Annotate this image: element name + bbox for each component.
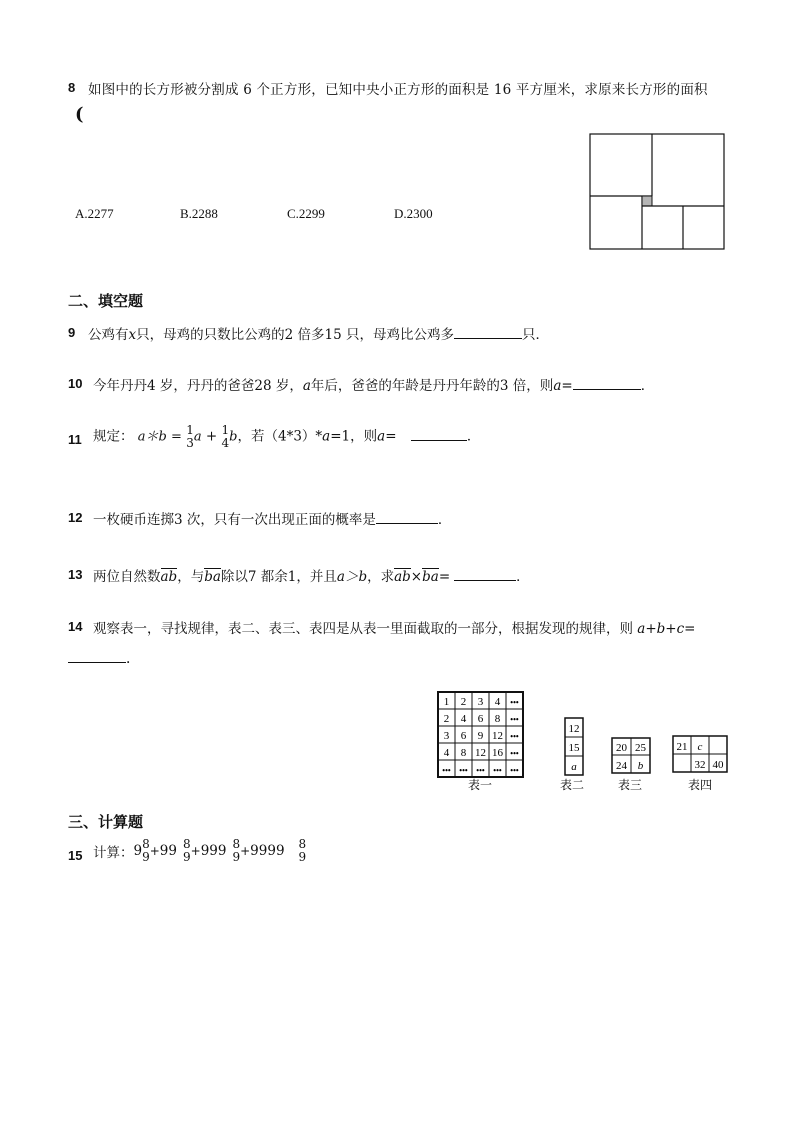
table-four-cell: c bbox=[697, 741, 703, 753]
option-a[interactable]: A.2277 bbox=[75, 206, 114, 221]
table-two-cell: a bbox=[571, 761, 577, 773]
question-14-text: 观察表一，寻找规律，表二、表三、表四是从表一里面截取的一部分，根据发现的规律，则 a+b+c= bbox=[93, 621, 696, 637]
table-one-cell: 4 bbox=[443, 747, 450, 759]
table-three-cell: 24 bbox=[616, 760, 627, 772]
table-one-cell: ••• bbox=[476, 766, 485, 775]
question-number: 8 bbox=[68, 80, 76, 95]
table-four-cell: 21 bbox=[676, 741, 688, 753]
table-one-cell: 1 bbox=[443, 696, 450, 708]
table-three-label: 表三 bbox=[617, 778, 643, 792]
question-13-text: 两位自然数ab，与ba除以7 都余1，并且a＞b，求ab×ba= ． bbox=[93, 565, 530, 585]
question-12-text: 一枚硬币连掷3 次，只有一次出现正面的概率是 ． bbox=[93, 508, 451, 528]
rectangle-squares-figure bbox=[588, 132, 728, 252]
question-number: 15 bbox=[68, 848, 83, 863]
question-number: 14 bbox=[68, 619, 83, 634]
question-14-answer-line: ． bbox=[68, 648, 140, 668]
question-number: 13 bbox=[68, 567, 83, 582]
answer-blank[interactable] bbox=[376, 509, 438, 524]
section-title: 三、计算题 bbox=[68, 813, 144, 831]
table-three-cell: 20 bbox=[616, 742, 627, 754]
question-number: 9 bbox=[68, 325, 76, 340]
table-one-cell: 16 bbox=[492, 747, 503, 759]
table-two-label: 表二 bbox=[559, 778, 585, 792]
table-three-cell: b bbox=[637, 760, 644, 772]
question-number: 12 bbox=[68, 510, 83, 525]
table-one-label: 表一 bbox=[467, 778, 493, 792]
table-one-cell: 4 bbox=[494, 696, 501, 708]
table-three bbox=[612, 738, 650, 773]
question-9-text: 公鸡有x只，母鸡的只数比公鸡的2 倍多15 只，母鸡比公鸡多 只． bbox=[88, 323, 549, 343]
table-one-cell: 12 bbox=[492, 730, 503, 742]
table-one-cell: ••• bbox=[510, 715, 519, 724]
table-one-cell: ••• bbox=[510, 749, 519, 758]
table-four bbox=[673, 736, 727, 772]
table-one-cell: ••• bbox=[510, 766, 519, 775]
table-one-cell: ••• bbox=[493, 766, 502, 775]
table-three-cell: 25 bbox=[635, 742, 646, 754]
section-title: 二、填空题 bbox=[68, 292, 144, 310]
question-15-text: 计算：98 9+99 8 9+999 8 9+9999 8 9 bbox=[93, 837, 307, 864]
table-one-cell: ••• bbox=[442, 766, 451, 775]
option-c[interactable]: C.2299 bbox=[287, 206, 325, 221]
question-text: 如图中的长方形被分割成 6 个正方形，已知中央小正方形的面积是 16 平方厘米，求原来长方形的面积 bbox=[88, 82, 708, 98]
table-one-cell: 9 bbox=[477, 730, 484, 742]
question-number: 11 bbox=[68, 432, 82, 447]
answer-blank[interactable] bbox=[573, 375, 641, 390]
answer-blank[interactable] bbox=[454, 566, 516, 581]
table-four-cell: 32 bbox=[694, 759, 706, 771]
table-one-cell: 4 bbox=[460, 713, 467, 725]
answer-paren: ( bbox=[75, 104, 84, 125]
table-one-cell: 8 bbox=[494, 713, 501, 725]
table-two-cell: 12 bbox=[568, 723, 580, 735]
table-two-cell: 15 bbox=[568, 742, 580, 754]
option-b[interactable]: B.2288 bbox=[180, 206, 218, 221]
table-one-cell: ••• bbox=[510, 732, 519, 741]
table-one-cell: 6 bbox=[460, 730, 467, 742]
question-number: 10 bbox=[68, 376, 83, 391]
table-one-cell: 2 bbox=[460, 696, 467, 708]
table-one-cell: ••• bbox=[510, 698, 519, 707]
table-four-cell: 40 bbox=[712, 759, 724, 771]
table-one-cell: 12 bbox=[475, 747, 486, 759]
question-10-text: 今年丹丹4 岁，丹丹的爸爸28 岁，a年后，爸爸的年龄是丹丹年龄的3 倍，则a= ． bbox=[93, 374, 654, 394]
table-one-cell: ••• bbox=[459, 766, 468, 775]
table-one-cell: 2 bbox=[443, 713, 450, 725]
answer-blank[interactable] bbox=[454, 324, 522, 339]
table-one-cell: 3 bbox=[443, 730, 450, 742]
option-d[interactable]: D.2300 bbox=[394, 206, 433, 221]
table-one bbox=[438, 692, 523, 777]
table-two bbox=[565, 718, 583, 775]
table-four-label: 表四 bbox=[687, 778, 713, 792]
question-11-text: 规定： a＊b = 1 3a + 1 4b，若（4*3）*a=1，则a= ． bbox=[93, 423, 481, 450]
table-one-cell: 3 bbox=[477, 696, 484, 708]
answer-blank[interactable] bbox=[68, 648, 126, 663]
answer-blank[interactable] bbox=[411, 426, 467, 441]
table-one-cell: 8 bbox=[460, 747, 467, 759]
table-one-cell: 6 bbox=[477, 713, 484, 725]
tables-figure bbox=[430, 688, 740, 798]
